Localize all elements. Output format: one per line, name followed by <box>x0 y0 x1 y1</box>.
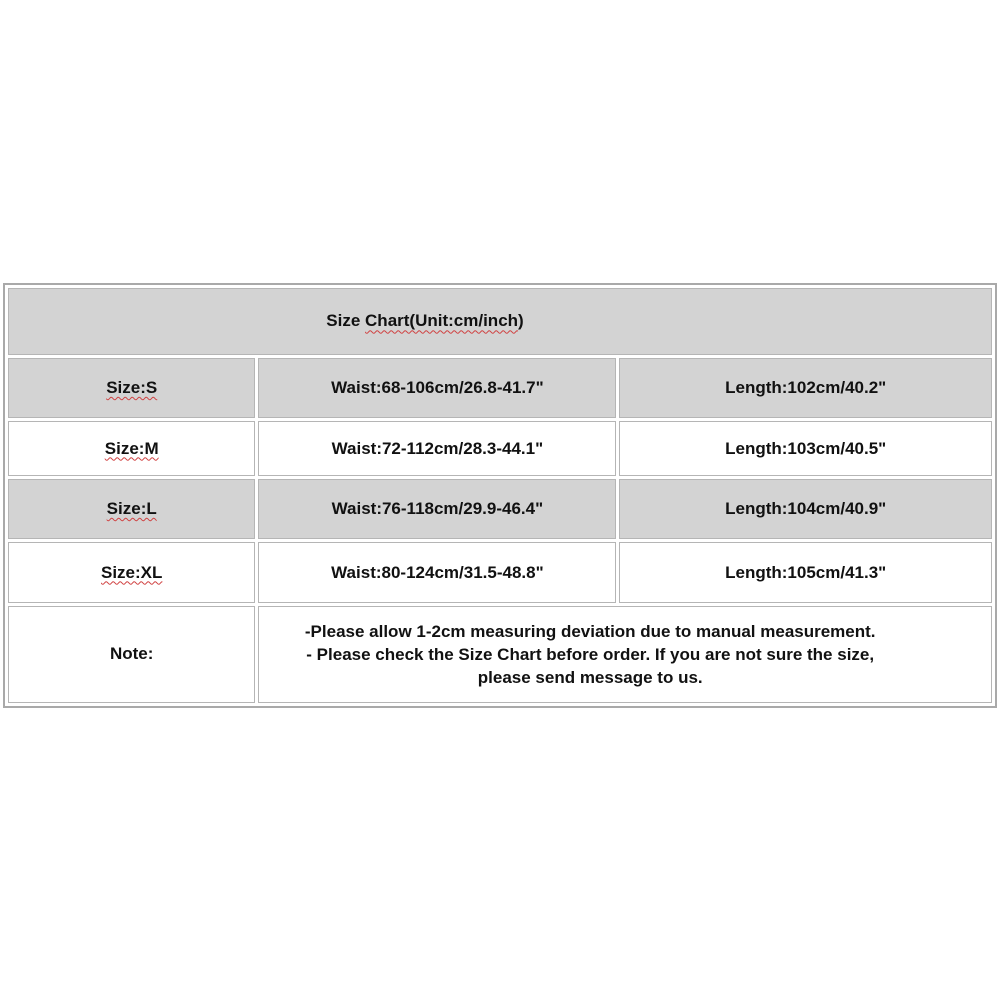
note-line: please send message to us. <box>477 667 703 687</box>
size-label: Size:L <box>106 499 157 519</box>
note-row <box>8 606 992 703</box>
size-label: Size:S <box>106 377 158 397</box>
waist-cell: Waist:68-106cm/26.8-41.7" <box>258 358 616 419</box>
size-cell <box>8 479 255 540</box>
length-cell: Length:103cm/40.5" <box>619 421 992 476</box>
length-cell: Length:102cm/40.2" <box>619 358 992 419</box>
size-cell <box>8 421 255 476</box>
title-suffix: ) <box>518 311 524 331</box>
note-lines <box>259 620 991 689</box>
note-text-cell <box>258 606 992 703</box>
length-cell: Length:104cm/40.9" <box>619 479 992 540</box>
table-title <box>326 311 523 330</box>
size-label: Size:M <box>104 438 159 458</box>
size-cell <box>8 358 255 419</box>
size-cell <box>8 542 255 603</box>
title-cell <box>8 288 992 355</box>
note-line: - Please check the Size Chart before order. If you are not sure the size, <box>306 644 875 664</box>
table-row <box>8 542 992 603</box>
table-row <box>8 421 992 476</box>
size-table <box>5 285 995 706</box>
waist-cell: Waist:80-124cm/31.5-48.8" <box>258 542 616 603</box>
title-underlined: Chart(Unit:cm/inch <box>365 311 519 331</box>
waist-cell: Waist:72-112cm/28.3-44.1" <box>258 421 616 476</box>
length-cell: Length:105cm/41.3" <box>619 542 992 603</box>
note-label: Note: <box>8 606 255 703</box>
note-line: -Please allow 1-2cm measuring deviation due to manual measurement. <box>304 621 876 641</box>
title-row <box>8 288 992 355</box>
size-label: Size:XL <box>101 562 163 582</box>
title-prefix: Size <box>326 311 366 331</box>
size-chart-table <box>3 283 997 708</box>
table-row <box>8 358 992 419</box>
waist-cell: Waist:76-118cm/29.9-46.4" <box>258 479 616 540</box>
table-row <box>8 479 992 540</box>
